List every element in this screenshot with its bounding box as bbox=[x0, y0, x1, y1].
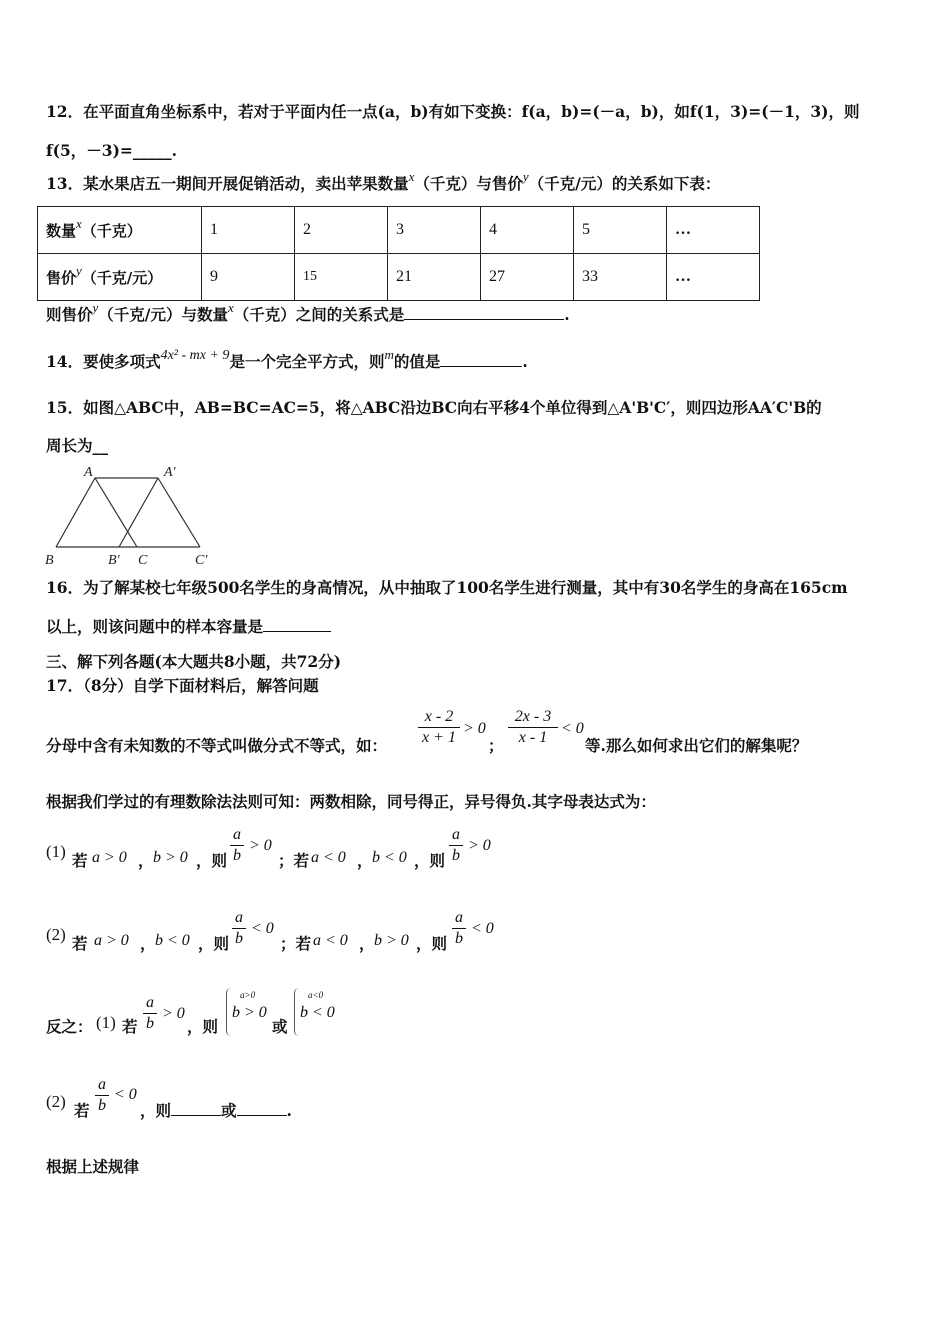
brace-left bbox=[294, 988, 299, 1036]
comma: ， bbox=[359, 934, 375, 953]
q15-line1: 15．如图△ABC中，AB=BC=AC=5，将△ABC沿边BC向右平移4个单位得到△A'B'C′，则四边形AA′C'B的 bbox=[46, 398, 822, 417]
table-row bbox=[38, 254, 760, 301]
q12-line2: f(5，－3)=_____. bbox=[46, 141, 178, 160]
q14-line: 14．要使多项式4x² - mx + 9是一个完全平方式，则$^m$的值是 . bbox=[46, 347, 528, 371]
case2-index: (2) bbox=[46, 925, 66, 944]
q16-line2: 以上，则该问题中的样本容量是 bbox=[46, 617, 331, 637]
q13-var-x: x bbox=[408, 169, 415, 184]
answer-blank[interactable] bbox=[263, 617, 331, 632]
frac-a-over-b: a b bbox=[232, 909, 246, 948]
system1-top: a>0 bbox=[240, 990, 256, 1000]
q17-frac1-rel: > 0 bbox=[463, 720, 486, 737]
q12-line1: 12．在平面直角坐标系中，若对于平面内任一点(a，b)有如下变换：f(a，b)=(－a，b)，如f(1，3)=(－1，3)，则 bbox=[46, 102, 860, 121]
q13-table bbox=[37, 206, 760, 301]
q13-intro bbox=[46, 169, 721, 195]
table-cell: 1 bbox=[202, 207, 295, 254]
q17-frac2-rel: < 0 bbox=[561, 720, 584, 737]
case2-m2: b < 0 bbox=[155, 932, 190, 949]
system2-top: a<0 bbox=[308, 990, 324, 1000]
frac-a-over-b: a b bbox=[95, 1076, 109, 1115]
q17-sep: ； bbox=[488, 736, 504, 755]
case2-r1: < 0 bbox=[251, 920, 274, 937]
case1-r1: > 0 bbox=[249, 837, 272, 854]
q15-triangle-figure bbox=[38, 460, 218, 570]
case1-m3: a < 0 bbox=[311, 849, 346, 866]
case1-then: ，则 bbox=[196, 851, 228, 870]
q13-after: 则售价$^y$（千克/元）与数量$^x$（千克）之间的关系式是 . bbox=[46, 300, 570, 324]
case2-m1: a > 0 bbox=[94, 932, 129, 949]
converse-label: 反之： bbox=[46, 1017, 93, 1036]
frac-a-over-b: a b bbox=[449, 826, 463, 865]
answer-blank[interactable] bbox=[440, 352, 522, 367]
answer-blank[interactable] bbox=[171, 1101, 221, 1116]
q13-var-y: y bbox=[522, 169, 529, 184]
q17-frac2: 2x - 3 x - 1 bbox=[508, 708, 558, 747]
table-head-price: 售价y（千克/元） bbox=[38, 254, 202, 301]
q13-intro-c: （千克/元）的关系如下表： bbox=[528, 174, 721, 193]
case1-m4: b < 0 bbox=[372, 849, 407, 866]
q14-polynomial: 4x² - mx + 9 bbox=[160, 348, 230, 363]
table-cell: 2 bbox=[295, 207, 388, 254]
case1-if2: ；若 bbox=[278, 851, 310, 870]
frac-a-over-b: a b bbox=[230, 826, 244, 865]
case4-if: 若 bbox=[74, 1101, 90, 1120]
q17-def-b: 等.那么如何求出它们的解集呢？ bbox=[585, 736, 808, 755]
table-cell: 5 bbox=[574, 207, 667, 254]
table-cell: 33 bbox=[574, 254, 667, 301]
fig-label-c-prime: C' bbox=[195, 553, 208, 568]
table-cell: 15 bbox=[295, 254, 388, 301]
q16-line1: 16．为了解某校七年级500名学生的身高情况，从中抽取了100名学生进行测量，其中有30名学生的身高在165cm bbox=[46, 578, 848, 597]
table-cell: … bbox=[667, 254, 760, 301]
comma: ， bbox=[140, 934, 156, 953]
case2-then2: ，则 bbox=[416, 934, 448, 953]
case2-if: 若 bbox=[72, 934, 88, 953]
answer-blank[interactable] bbox=[404, 305, 564, 320]
q17-frac1: x - 2 x + 1 bbox=[418, 708, 460, 747]
table-cell: 4 bbox=[481, 207, 574, 254]
table-cell: … bbox=[667, 207, 760, 254]
case2-r2: < 0 bbox=[471, 920, 494, 937]
q17-tail: 根据上述规律 bbox=[46, 1157, 140, 1176]
system1-bottom: b > 0 bbox=[232, 1004, 267, 1021]
case1-m1: a > 0 bbox=[92, 849, 127, 866]
q17-heading: 17．（8分）自学下面材料后，解答问题 bbox=[46, 676, 319, 695]
system2-bottom: b < 0 bbox=[300, 1004, 335, 1021]
frac-a-over-b: a b bbox=[143, 994, 157, 1033]
fig-label-a-prime: A' bbox=[164, 465, 176, 480]
case2-then: ，则 bbox=[198, 934, 230, 953]
section-3-heading: 三、解下列各题(本大题共8小题，共72分) bbox=[46, 652, 342, 671]
q13-intro-b: （千克）与售价 bbox=[414, 174, 523, 193]
table-cell: 27 bbox=[481, 254, 574, 301]
case1-r2: > 0 bbox=[468, 837, 491, 854]
q15-line2: 周长为__ bbox=[46, 436, 109, 455]
case2-if2: ；若 bbox=[280, 934, 312, 953]
comma: ， bbox=[138, 851, 154, 870]
converse-r: > 0 bbox=[162, 1005, 185, 1022]
case1-then2: ，则 bbox=[414, 851, 446, 870]
table-cell: 21 bbox=[388, 254, 481, 301]
comma: ， bbox=[357, 851, 373, 870]
case1-m2: b > 0 bbox=[153, 849, 188, 866]
case1-index: (1) bbox=[46, 842, 66, 861]
fig-label-b-prime: B' bbox=[108, 553, 120, 568]
converse-or: 或 bbox=[272, 1017, 288, 1036]
case1-if: 若 bbox=[72, 851, 88, 870]
table-head-quantity: 数量x（千克） bbox=[38, 207, 202, 254]
case4-index: (2) bbox=[46, 1092, 66, 1111]
case4-answer: ，则 或 . bbox=[140, 1101, 292, 1120]
table-cell: 9 bbox=[202, 254, 295, 301]
brace-left bbox=[226, 988, 231, 1036]
fig-label-a: A bbox=[84, 465, 93, 480]
frac-a-over-b: a b bbox=[452, 909, 466, 948]
case2-m3: a < 0 bbox=[313, 932, 348, 949]
q17-rule: 根据我们学过的有理数除法法则可知：两数相除，同号得正，异号得负.其字母表达式为： bbox=[46, 792, 656, 811]
table-row bbox=[38, 207, 760, 254]
q13-intro-a: 13．某水果店五一期间开展促销活动，卖出苹果数量 bbox=[46, 174, 409, 193]
case4-r: < 0 bbox=[114, 1086, 137, 1103]
answer-blank[interactable] bbox=[237, 1101, 287, 1116]
case2-m4: b > 0 bbox=[374, 932, 409, 949]
fig-label-c: C bbox=[138, 553, 148, 568]
converse-index: (1) bbox=[96, 1013, 116, 1032]
q17-def-a: 分母中含有未知数的不等式叫做分式不等式，如： bbox=[46, 736, 388, 755]
converse-if: 若 bbox=[122, 1017, 138, 1036]
table-cell: 3 bbox=[388, 207, 481, 254]
fig-label-b: B bbox=[45, 553, 54, 568]
converse-then: ，则 bbox=[187, 1017, 219, 1036]
